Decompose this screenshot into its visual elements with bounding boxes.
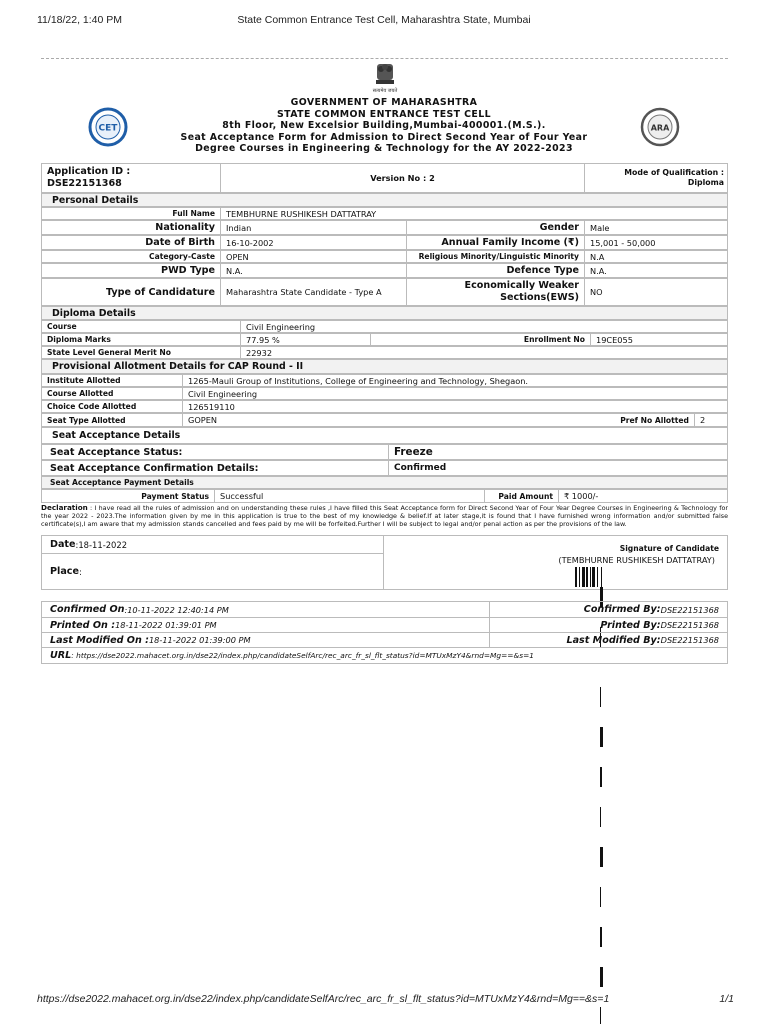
merit-label: State Level General Merit No — [47, 348, 171, 357]
course-allotted-label: Course Allotted — [47, 389, 114, 398]
dob-label: Date of Birth — [145, 237, 215, 248]
payment-status-value: Successful — [214, 490, 484, 502]
institute-row — [41, 374, 728, 387]
income-label: Annual Family Income (₹) — [406, 236, 584, 249]
dob-row — [41, 235, 728, 250]
acceptance-status-label: Seat Acceptance Status: — [50, 446, 183, 458]
date-label: Date — [50, 539, 76, 550]
signature-label: Signature of Candidate — [619, 544, 719, 553]
merit-row — [41, 346, 728, 359]
confirmed-by-cell — [490, 602, 727, 618]
url-cell — [42, 648, 727, 663]
gender-label: Gender — [406, 221, 584, 234]
application-id-cell — [42, 164, 220, 192]
ews-value: NO — [584, 279, 729, 305]
heading-line: 8th Floor, New Excelsior Building,Mumbai-400001.(M.S.). — [222, 120, 546, 132]
top-divider — [41, 58, 728, 59]
ews-label — [406, 279, 584, 305]
ara-logo-text: ARA — [650, 123, 670, 133]
candidature-row — [41, 278, 728, 306]
dob-value: 16-10-2002 — [220, 236, 406, 249]
nationality-row — [41, 220, 728, 235]
version-number: Version No : 2 — [220, 164, 584, 192]
acceptance-confirmation-label: Seat Acceptance Confirmation Details: — [50, 462, 259, 474]
signature-block — [41, 535, 728, 590]
page-number: 1/1 — [719, 993, 734, 1005]
modified-by-label: Last Modified By: — [566, 634, 661, 646]
nationality-value: Indian — [220, 221, 406, 234]
print-title: State Common Entrance Test Cell, Maharashtra State, Mumbai — [237, 14, 531, 26]
candidature-label: Type of Candidature — [106, 286, 215, 298]
diploma-marks-label: Diploma Marks — [47, 335, 111, 344]
printed-on-label: Printed On : — [50, 619, 116, 631]
choice-code-value: 126519110 — [182, 401, 729, 412]
category-row — [41, 250, 728, 263]
gender-value: Male — [584, 221, 729, 234]
mode-of-qualification — [584, 164, 729, 192]
ews-label-line: Sections(EWS) — [500, 292, 579, 303]
printed-by-cell — [490, 618, 727, 633]
enrollment-label: Enrollment No — [370, 334, 590, 345]
minority-value: N.A — [584, 251, 729, 262]
printed-on-value: 18-11-2022 01:39:01 PM — [115, 620, 217, 630]
course-allotted-row — [41, 387, 728, 400]
ews-label-line: Economically Weaker — [464, 280, 579, 291]
print-timestamp: 11/18/22, 1:40 PM — [37, 14, 123, 26]
seat-type-value: GOPEN — [182, 414, 582, 426]
place-cell — [42, 554, 384, 589]
heading-line: Degree Courses in Engineering & Technology for the AY 2022-2023 — [195, 143, 573, 155]
pwd-value: N.A. — [220, 264, 406, 277]
modified-by-value: DSE22151368 — [660, 635, 719, 645]
mode-value: Diploma — [687, 178, 724, 187]
emblem-caption: सत्यमेव जयते — [372, 88, 398, 94]
print-header — [0, 14, 768, 30]
payment-heading: Seat Acceptance Payment Details — [50, 478, 194, 487]
confirmed-on-label: Confirmed On — [50, 604, 125, 615]
course-allotted-value: Civil Engineering — [182, 388, 729, 399]
place-label: Place — [50, 566, 79, 577]
income-value: 15,001 - 50,000 — [584, 236, 729, 249]
signature-name: (TEMBHURNE RUSHIKESH DATTATRAY) — [558, 555, 715, 565]
cet-logo-icon — [88, 107, 128, 147]
declaration — [41, 504, 728, 529]
acceptance-heading-row — [41, 427, 728, 444]
url-label: URL — [50, 650, 72, 661]
modified-on-cell — [42, 633, 490, 648]
form-heading — [150, 97, 618, 155]
minority-label: Religious Minority/Linguistic Minority — [406, 251, 584, 262]
diploma-marks-row — [41, 333, 728, 346]
acceptance-heading: Seat Acceptance Details — [52, 430, 181, 441]
modified-on-value: 18-11-2022 01:39:00 PM — [148, 635, 251, 645]
printed-by-label: Printed By: — [600, 619, 661, 631]
paid-amount-label: Paid Amount — [484, 490, 558, 502]
institute-label: Institute Allotted — [47, 376, 121, 385]
declaration-text: : I have read all the rules of admission and on understanding these rules ,I have filled this Seat Acceptance form for Direct Second Year of Four Year Degree Courses in Engineering & Technology for the year 2022 - 2023.The information given by me in this application is true to the best of my knowledge & belief.If at later stage,it is found that I have furnished wrong information and/or submitted false certificate(s),I am aware that my admission stands cancelled and fees paid by me will be forfeited.Further I will be subject to legal and/or penal action as per the provisions of the law. — [41, 504, 728, 529]
candidature-value: Maharashtra State Candidate - Type A — [220, 279, 406, 305]
acceptance-status-value: Freeze — [388, 445, 729, 459]
date-value: :18-11-2022 — [75, 539, 128, 550]
nationality-label: Nationality — [155, 222, 215, 233]
acceptance-confirmation-row — [41, 460, 728, 476]
merit-value: 22932 — [240, 347, 729, 358]
application-row — [41, 163, 728, 193]
application-id-value: DSE22151368 — [47, 178, 122, 189]
enrollment-value: 19CE055 — [590, 334, 729, 345]
defence-label: Defence Type — [406, 264, 584, 277]
personal-details-heading: Personal Details — [52, 194, 139, 206]
confirmed-on-value: :10-11-2022 12:40:14 PM — [124, 604, 229, 615]
confirmed-by-label: Confirmed By: — [583, 604, 661, 615]
declaration-label: Declaration — [41, 503, 88, 512]
barcode — [575, 567, 715, 587]
diploma-course-row — [41, 320, 728, 333]
diploma-course-value: Civil Engineering — [240, 321, 729, 332]
payment-status-label: Payment Status — [141, 491, 209, 501]
printed-on-cell — [42, 618, 490, 633]
heading-line: STATE COMMON ENTRANCE TEST CELL — [277, 108, 491, 120]
diploma-details-heading: Diploma Details — [52, 307, 136, 319]
mode-label: Mode of Qualification : — [624, 168, 724, 177]
full-name-label: Full Name — [172, 209, 215, 218]
confirmed-on-cell — [42, 602, 490, 618]
printed-by-value: DSE22151368 — [660, 620, 719, 630]
payment-row — [41, 489, 728, 503]
defence-value: N.A. — [584, 264, 729, 277]
pref-no-label: Pref No Allotted — [620, 415, 689, 425]
full-name-row — [41, 207, 728, 220]
acceptance-status-row — [41, 444, 728, 460]
url-value: : https://dse2022.mahacet.org.in/dse22/index.php/candidateSelfArc/rec_arc_fr_sl_flt_status?id=MTUxMzY4&rnd=Mg==&s=1 — [71, 651, 534, 660]
heading-line: GOVERNMENT OF MAHARASHTRA — [290, 97, 478, 108]
allotment-heading-row — [41, 359, 728, 374]
paid-amount-value: ₹ 1000/- — [558, 490, 729, 502]
heading-line: Seat Acceptance Form for Admission to Direct Second Year of Four Year — [180, 131, 588, 143]
allotment-heading: Provisional Allotment Details for CAP Round - II — [52, 361, 304, 372]
institute-value: 1265-Mauli Group of Institutions, College of Engineering and Technology, Shegaon. — [182, 375, 729, 386]
pwd-row — [41, 263, 728, 278]
ara-logo-icon — [640, 107, 680, 147]
print-url: https://dse2022.mahacet.org.in/dse22/index.php/candidateSelfArc/rec_arc_fr_sl_flt_status?id=MTUxMzY4&rnd=Mg==&s=1 — [37, 993, 610, 1005]
modified-by-cell — [490, 633, 727, 648]
application-id-label: Application ID : — [47, 166, 131, 177]
payment-heading-row — [41, 476, 728, 489]
category-value: OPEN — [220, 251, 406, 262]
cet-logo-text: CET — [98, 123, 118, 134]
diploma-course-label: Course — [47, 322, 77, 331]
place-value: : — [79, 566, 82, 577]
seat-type-row — [41, 413, 728, 427]
category-label: Category-Caste — [149, 252, 215, 261]
audit-block — [41, 601, 728, 664]
pwd-label: PWD Type — [161, 265, 215, 276]
personal-details-heading-row — [41, 193, 728, 207]
state-emblem-icon — [368, 60, 402, 94]
acceptance-confirmation-value: Confirmed — [388, 461, 729, 475]
diploma-marks-value: 77.95 % — [240, 334, 370, 345]
full-name-value: TEMBHURNE RUSHIKESH DATTATRAY — [220, 208, 729, 219]
pref-no-value: 2 — [694, 414, 729, 426]
confirmed-by-value: DSE22151368 — [660, 604, 719, 615]
choice-code-row — [41, 400, 728, 413]
seat-type-label: Seat Type Allotted — [47, 415, 126, 425]
choice-code-label: Choice Code Allotted — [47, 402, 137, 411]
diploma-heading-row — [41, 306, 728, 320]
date-cell — [42, 536, 384, 554]
modified-on-label: Last Modified On : — [50, 634, 149, 646]
